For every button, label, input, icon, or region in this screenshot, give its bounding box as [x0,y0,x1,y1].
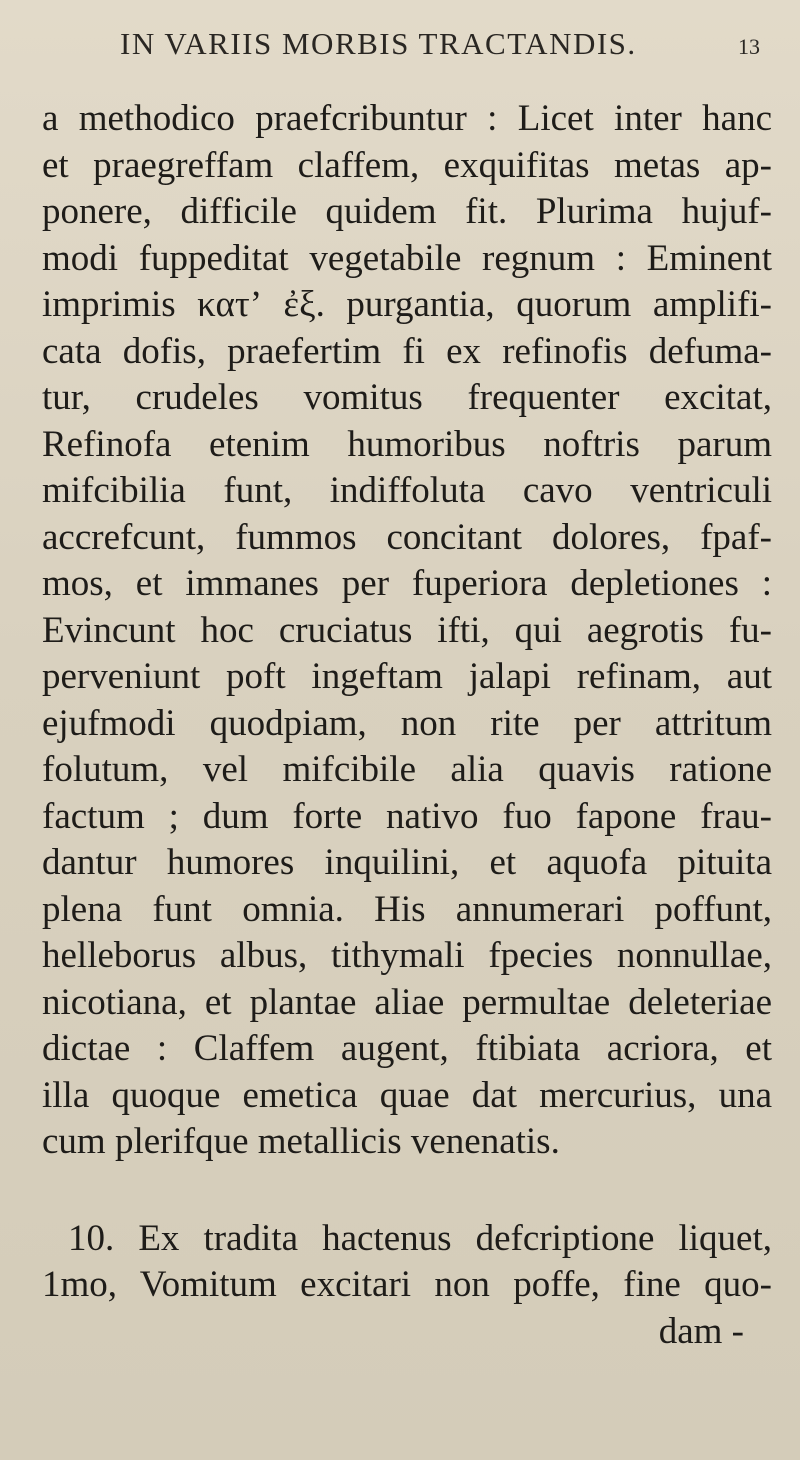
text-line: accrefcunt, fummos concitant dolores, fpaf- [42,516,772,558]
text-line: modi fuppeditat vegetabile regnum : Eminent [42,237,772,279]
text-line: folutum, vel mifcibile alia quavis ratione [42,749,772,790]
text-line: nicotiana, et plantae aliae permultae deleteriae [42,981,772,1023]
text-line-last: cum plerifque metallicis venenatis. [42,1121,560,1162]
catchword: dam - [658,1310,744,1352]
text-line: perveniunt poft ingeftam jalapi refinam, aut [42,656,772,697]
text-line: 1mo, Vomitum excitari non poffe, fine quo- [42,1264,772,1305]
text-line: imprimis κατʼ ἐξ. purgantia, quorum amplifi- [42,284,772,325]
text-line: et praegreffam claffem, exquifitas metas ap- [42,144,772,186]
text-line: tur, crudeles vomitus frequenter excitat, [42,377,772,418]
text-line: plena funt omnia. His annumerari poffunt, [42,888,772,930]
text-line: Evincunt hoc cruciatus ifti, qui aegrotis fu- [42,609,772,651]
text-line: helleborus albus, tithymali fpecies nonnullae, [42,935,772,976]
page-number: 13 [738,34,760,59]
text-line: dictae : Claffem augent, ftibiata acriora, et [42,1028,772,1069]
text-line: ejufmodi quodpiam, non rite per attritum [42,702,772,744]
text-line: mos, et immanes per fuperiora depletiones : [42,563,772,604]
text-line: illa quoque emetica quae dat mercurius, una [42,1074,772,1116]
body-text [42,96,772,1355]
running-head [0,14,800,64]
paragraph-gap [42,1166,772,1216]
running-title: IN VARIIS MORBIS TRACTANDIS. [120,26,637,61]
text-line: factum ; dum forte nativo fuo fapone frau- [42,795,772,837]
text-line: cata dofis, praefertim fi ex refinofis defuma- [42,330,772,372]
paragraph-start-line: 10. Ex tradita hactenus defcriptione liquet, [68,1217,772,1259]
text-line: mifcibilia funt, indiffoluta cavo ventriculi [42,470,772,511]
text-line: a methodico praefcribuntur : Licet inter hanc [42,98,772,139]
text-line: dantur humores inquilini, et aquofa pituita [42,842,772,883]
text-line: ponere, difficile quidem fit. Plurima hujuf- [42,191,772,232]
text-line: Refinofa etenim humoribus noftris parum [42,423,772,465]
